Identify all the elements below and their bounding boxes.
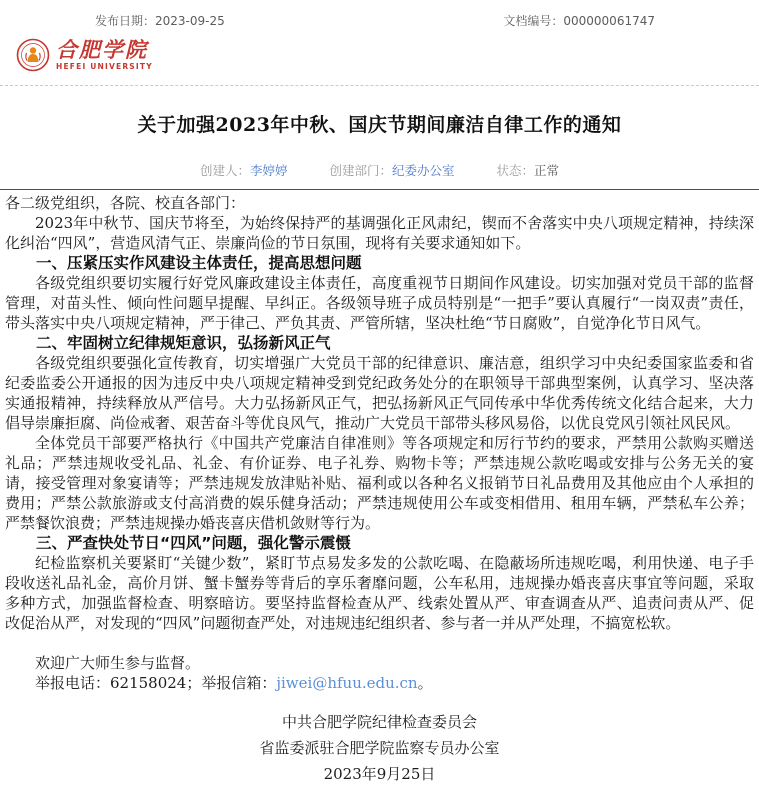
creator-link[interactable]: 李婷婷: [249, 163, 288, 178]
report-contact-text: 举报电话：62158024；举报信箱：: [35, 674, 277, 692]
publish-date-label: 发布日期：: [95, 14, 156, 28]
section-2-paragraph-2: 全体党员干部要严格执行《中国共产党廉洁自律准则》等各项规定和厉行节约的要求，严禁用公款购买赠送礼品；严禁违规收受礼品、礼金、有价证券、电子礼券、购物卡等；严禁违规公款吃喝或安排与公务无关的宴请，接受管理对象宴请等；严禁违规发放津贴补贴、福利或以各种名义报销节日礼品费用及其他应由个人承担的费用；严禁公款旅游或支付高消费的娱乐健身活动；严禁违规使用公车或变相借用、租用车辆，严禁私车公养；严禁餐饮浪费；严禁违规操办婚丧喜庆借机敛财等行为。: [5, 434, 754, 532]
university-name-zh: 合肥学院: [56, 37, 148, 63]
publish-date-value: 2023-09-25: [155, 14, 225, 28]
status-label: 状态：: [496, 163, 535, 178]
hefei-university-seal-icon: [16, 38, 50, 72]
intro-paragraph: 2023年中秋节、国庆节将至，为始终保持严的基调强化正风肃纪，锲而不舍落实中央八项规定精神，持续深化纠治“四风”，营造风清气正、崇廉尚俭的节日氛围，现将有关要求通知如下。: [5, 214, 754, 252]
report-contact-suffix: 。: [417, 674, 433, 692]
doc-number: [503, 12, 655, 29]
page-title: 关于加强2023年中秋、国庆节期间廉洁自律工作的通知: [137, 114, 622, 136]
salutation: 各二级党组织，各院、校直各部门：: [5, 194, 246, 212]
closing-line: 欢迎广大师生参与监督。: [35, 654, 201, 672]
department-link[interactable]: 纪委办公室: [392, 163, 455, 178]
signature-org-2: 省监委派驻合肥学院监察专员办公室: [259, 739, 500, 757]
meta-department: [329, 161, 454, 179]
doc-number-value: 000000061747: [563, 14, 655, 28]
section-2-paragraph-1: 各级党组织要强化宣传教育，切实增强广大党员干部的纪律意识、廉洁意，组织学习中央纪委国家监委和省纪委监委公开通报的因为违反中央八项规定精神受到党纪政务处分的在职领导干部典型案例，认真学习、坚决落实通报精神，持续释放从严信号。大力弘扬新风正气，把弘扬新风正气同传承中华优秀传统文化结合起来，大力倡导崇廉拒腐、尚俭戒奢、艰苦奋斗等优良风气，推动广大党员干部带头移风易俗，以优良党风引领社风民风。: [5, 354, 754, 432]
section-2-heading: 二、牢固树立纪律规矩意识，弘扬新风正气: [36, 334, 331, 352]
section-3-paragraph: 纪检监察机关要紧盯“关键少数”，紧盯节点易发多发的公款吃喝、在隐蔽场所违规吃喝，利用快递、电子手段收送礼品礼金，高价月饼、蟹卡蟹券等背后的享乐奢靡问题，公车私用，违规操办婚丧喜庆事宜等问题，采取多种方式，加强监督检查、明察暗访。要坚持监督检查从严、线索处置从严、审查调查从严、追责问责从严、促改促治从严，对发现的“四风”问题彻查严处，对违规违纪组织者、参与者一并从严处理，不搞宽松软。: [5, 554, 754, 632]
creator-label: 创建人：: [199, 163, 250, 178]
doc-number-label: 文档编号：: [503, 14, 564, 28]
document-meta: [0, 161, 759, 179]
meta-creator: [200, 161, 288, 179]
department-label: 创建部门：: [329, 163, 392, 178]
section-1-paragraph: 各级党组织要切实履行好党风廉政建设主体责任，高度重视节日期间作风建设。切实加强对党员干部的监督管理，对苗头性、倾向性问题早提醒、早纠正。各级领导班子成员特别是“一把手”要认真履行“一岗双责”责任，带头落实中央八项规定精神，严于律己、严负其责、严管所辖，坚决杜绝“节日腐败”，自觉净化节日风气。: [5, 274, 754, 332]
section-3-heading: 三、严查快处节日“四风”问题，强化警示震慑: [36, 534, 351, 552]
publish-date: [95, 12, 225, 29]
topbar: [0, 0, 759, 29]
report-contact-line: [5, 673, 754, 693]
header-divider: [0, 85, 759, 86]
signature-date: 2023年9月25日: [323, 765, 436, 783]
university-name-en: HEFEI UNIVERSITY: [56, 62, 153, 72]
document-body: [0, 190, 759, 693]
signature-block: [0, 709, 759, 787]
section-1-heading: 一、压紧压实作风建设主体责任，提高思想问题: [36, 254, 362, 272]
status-badge: 正常: [534, 163, 560, 178]
university-logo: [0, 29, 759, 75]
logo-text: [56, 39, 153, 71]
meta-status: [497, 161, 560, 179]
signature-org-1: 中共合肥学院纪律检查委员会: [281, 713, 477, 731]
report-email-link[interactable]: jiwei@hfuu.edu.cn: [276, 674, 418, 692]
